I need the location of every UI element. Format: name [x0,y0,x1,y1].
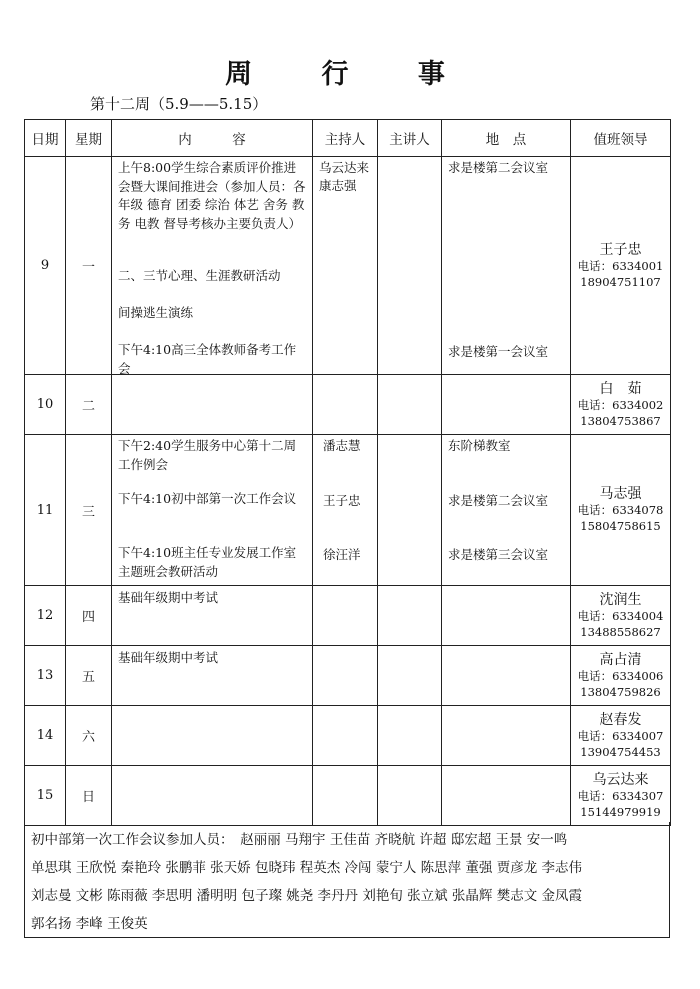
table-row [25,157,671,375]
date-cell: 9 [25,157,66,375]
duty-phone: 电话：6334001 [577,258,664,273]
duty-mobile: 15804758615 [580,519,661,533]
date-cell: 12 [25,586,66,646]
place-cell [442,706,571,766]
attendee-list [24,822,670,938]
content-cell [112,586,313,646]
duty-phone: 电话：6334007 [577,728,664,743]
speaker-cell [378,586,442,646]
place-text: 求是楼第二会议室 [448,493,549,508]
duty-mobile: 13804753867 [580,413,661,428]
content-cell [112,157,313,375]
date-cell: 15 [25,766,66,826]
speaker-cell [378,375,442,435]
content-cell [112,375,313,435]
speaker-cell [378,646,442,706]
weekday-cell: 三 [66,435,112,586]
weekday-cell: 日 [66,766,112,826]
duty-phone: 电话：6334006 [577,668,664,683]
table-row [25,586,671,646]
duty-mobile: 15144979919 [580,804,661,819]
table-row [25,646,671,706]
attendee-line: 初中部第一次工作会议参加人员： 赵丽丽 马翔宇 王佳苗 齐晓航 许超 邸宏超 王景 安一鸣 [31,832,568,848]
content-item: 下午4:10高三全体教师备考工作会 [118,342,297,376]
header-content: 内 容 [112,120,313,157]
duty-phone: 电话：6334307 [577,788,664,803]
place-cell [442,157,571,375]
week-label: 第十二周（5.9——5.15） [90,95,268,113]
host-cell [313,646,378,706]
content-cell [112,766,313,826]
duty-phone: 电话：6334078 [577,503,664,517]
host-name: 徐汪洋 [323,547,361,562]
host-name: 乌云达来 [319,160,370,175]
host-cell [313,157,378,375]
place-cell [442,646,571,706]
header-duty: 值班领导 [571,120,671,157]
table-row [25,435,671,586]
content-cell [112,706,313,766]
attendee-line: 郭名扬 李峰 王俊英 [31,916,148,932]
header-date: 日期 [25,120,66,157]
duty-name: 马志强 [599,486,642,502]
duty-phone: 电话：6334002 [577,397,664,412]
place-cell [442,766,571,826]
weekday-cell: 六 [66,706,112,766]
duty-cell [571,375,671,435]
duty-cell [571,646,671,706]
duty-phone: 电话：6334004 [577,608,664,623]
host-name: 潘志慧 [323,438,361,453]
header-speaker: 主讲人 [378,120,442,157]
date-cell: 10 [25,375,66,435]
table-header-row [25,120,671,157]
content-item: 下午4:10班主任专业发展工作室主题班会教研活动 [118,545,297,579]
content-item: 基础年级期中考试 [118,590,219,605]
date-cell: 13 [25,646,66,706]
schedule-table [24,119,671,826]
weekday-cell: 五 [66,646,112,706]
weekday-cell: 二 [66,375,112,435]
duty-mobile: 13904754453 [580,744,661,759]
table-row [25,766,671,826]
duty-name: 沈润生 [599,591,642,608]
attendee-line: 单思琪 王欣悦 秦艳玲 张鹏菲 张天娇 包晓玮 程英杰 冷闯 蒙宁人 陈思萍 董强 贾彦龙 李志伟 [31,860,582,876]
table-row [25,706,671,766]
table-row [25,375,671,435]
speaker-cell [378,766,442,826]
host-name: 康志强 [319,178,357,193]
date-cell: 11 [25,435,66,586]
place-text: 求是楼第三会议室 [448,547,549,562]
host-cell [313,586,378,646]
content-item: 间操逃生演练 [118,305,194,320]
place-cell [442,435,571,586]
host-cell [313,706,378,766]
duty-name: 赵春发 [599,711,642,728]
place-cell [442,586,571,646]
header-place: 地 点 [442,120,571,157]
content-item: 下午4:10初中部第一次工作会议 [118,491,297,506]
duty-mobile: 18904751107 [580,274,661,289]
host-cell [313,766,378,826]
host-cell [313,435,378,586]
duty-cell [571,157,671,375]
host-name: 王子忠 [323,493,361,508]
date-cell: 14 [25,706,66,766]
content-item: 基础年级期中考试 [118,650,219,665]
duty-mobile: 13804759826 [580,684,661,699]
content-item: 下午2:40学生服务中心第十二周工作例会 [118,438,297,472]
content-cell [112,646,313,706]
weekday-cell: 一 [66,157,112,375]
duty-name: 白 茹 [599,380,642,397]
duty-cell [571,766,671,826]
duty-mobile: 13488558627 [580,624,661,639]
speaker-cell [378,706,442,766]
host-cell [313,375,378,435]
header-weekday: 星期 [66,120,112,157]
content-item: 二、三节心理、生涯教研活动 [118,268,281,283]
header-host: 主持人 [313,120,378,157]
content-item: 上午8:00学生综合素质评价推进会暨大课间推进会（参加人员：各年级 德育 团委 综治 体艺 舍务 教务 电教 督导考核办主要负责人） [118,160,306,231]
attendee-line: 刘志曼 文彬 陈雨薇 李思明 潘明明 包子璨 姚尧 李丹丹 刘艳旬 张立斌 张晶辉 樊志文 金凤霞 [31,888,582,904]
place-text: 求是楼第一会议室 [448,344,549,359]
duty-name: 王子忠 [599,241,642,258]
duty-cell [571,706,671,766]
speaker-cell [378,435,442,586]
duty-name: 高占清 [599,651,642,668]
speaker-cell [378,157,442,375]
place-cell [442,375,571,435]
duty-name: 乌云达来 [592,771,649,788]
duty-cell [571,586,671,646]
page-title: 周 行 事 [225,59,475,90]
place-text: 东阶梯教室 [448,438,511,453]
duty-cell [571,435,671,586]
content-cell [112,435,313,586]
place-text: 求是楼第二会议室 [448,160,549,175]
weekday-cell: 四 [66,586,112,646]
